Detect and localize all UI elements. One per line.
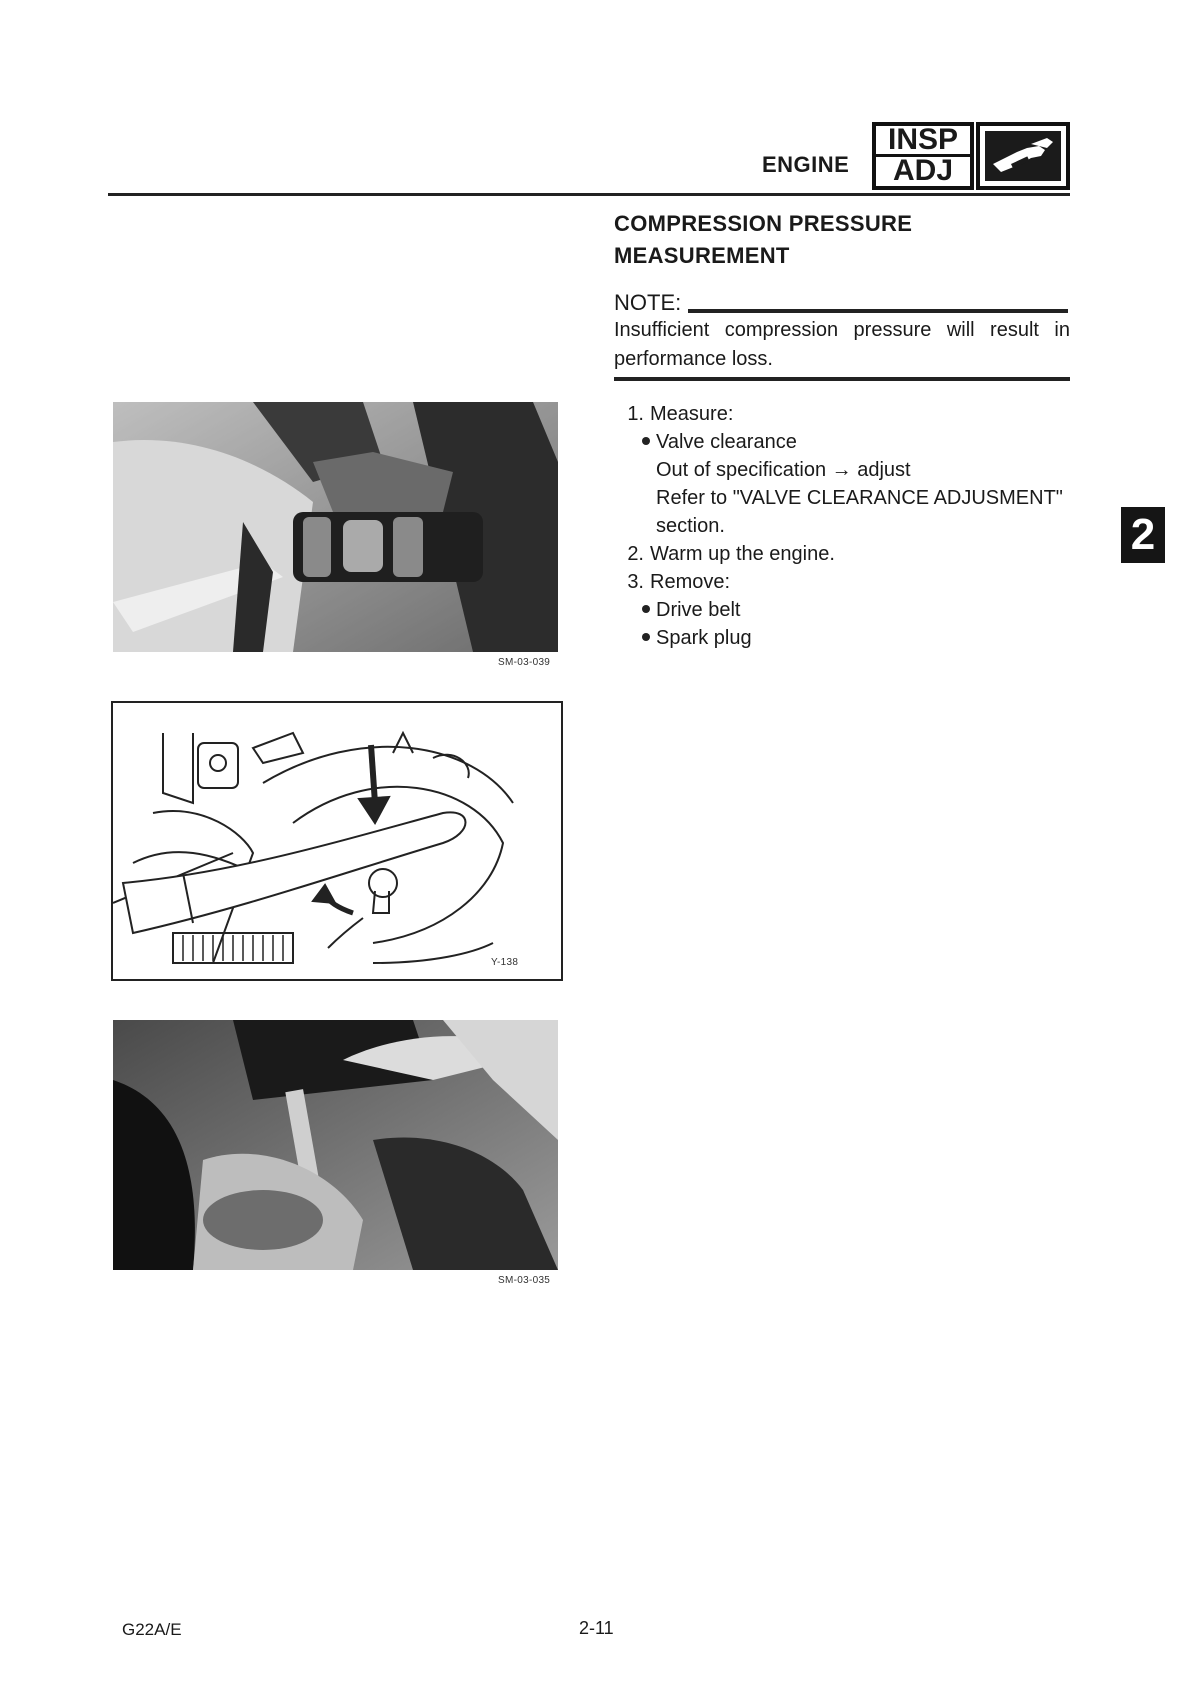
spark-plug-photo: [113, 1020, 558, 1270]
wrench-hand-icon: [985, 131, 1061, 181]
step-2: [614, 540, 1084, 568]
page-heading: [614, 208, 912, 272]
procedure-steps: [614, 400, 1084, 652]
step-number: 1.: [627, 403, 644, 425]
heading-line1: COMPRESSION PRESSURE: [614, 211, 913, 236]
heading-line2: MEASUREMENT: [614, 243, 790, 268]
step-3-bullet: [614, 596, 1084, 624]
note-divider: [614, 377, 1070, 381]
step-3: [614, 568, 1084, 596]
badge-icon-box: [976, 122, 1070, 190]
step-number: 2.: [627, 543, 644, 565]
header-rule: [108, 193, 1070, 196]
drive-belt-diagram: [111, 701, 563, 981]
bullet-icon: [642, 437, 650, 445]
step-1-detail: Out of specification → adjust: [656, 459, 911, 481]
bullet-icon: [642, 633, 650, 641]
step-1: [614, 400, 1084, 428]
step-1-reference-cont: section.: [656, 515, 725, 537]
badge-line2: ADJ: [892, 154, 953, 187]
step-number: 3.: [627, 571, 644, 593]
step-1-bullet: [614, 428, 1084, 456]
step-label: Measure:: [650, 403, 734, 425]
note-underline: [688, 309, 1068, 313]
badge-line1: INSP: [887, 123, 959, 156]
model-code: G22A/E: [122, 1620, 182, 1639]
bullet-text: Spark plug: [656, 627, 752, 649]
figure-code: SM-03-039: [498, 657, 551, 668]
bullet-text: Valve clearance: [656, 431, 797, 453]
step-label: Warm up the engine.: [650, 543, 835, 565]
bullet-text: Drive belt: [656, 599, 741, 621]
figure-code: Y-138: [491, 957, 519, 968]
valve-clearance-photo: [113, 402, 558, 652]
insp-adj-badge: [872, 122, 974, 190]
chapter-tab: 2: [1121, 507, 1165, 563]
figure-code: SM-03-035: [498, 1275, 551, 1286]
note-label: NOTE:: [614, 290, 682, 315]
step-label: Remove:: [650, 571, 731, 593]
step-3-bullet: [614, 624, 1084, 652]
step-1-reference: Refer to "VALVE CLEARANCE ADJUSMENT": [656, 487, 1063, 509]
note-text: Insufficient compression pressure will result in performance loss.: [614, 319, 1070, 370]
section-title: ENGINE: [762, 152, 850, 177]
page-number: 2-11: [579, 1618, 614, 1638]
bullet-icon: [642, 605, 650, 613]
